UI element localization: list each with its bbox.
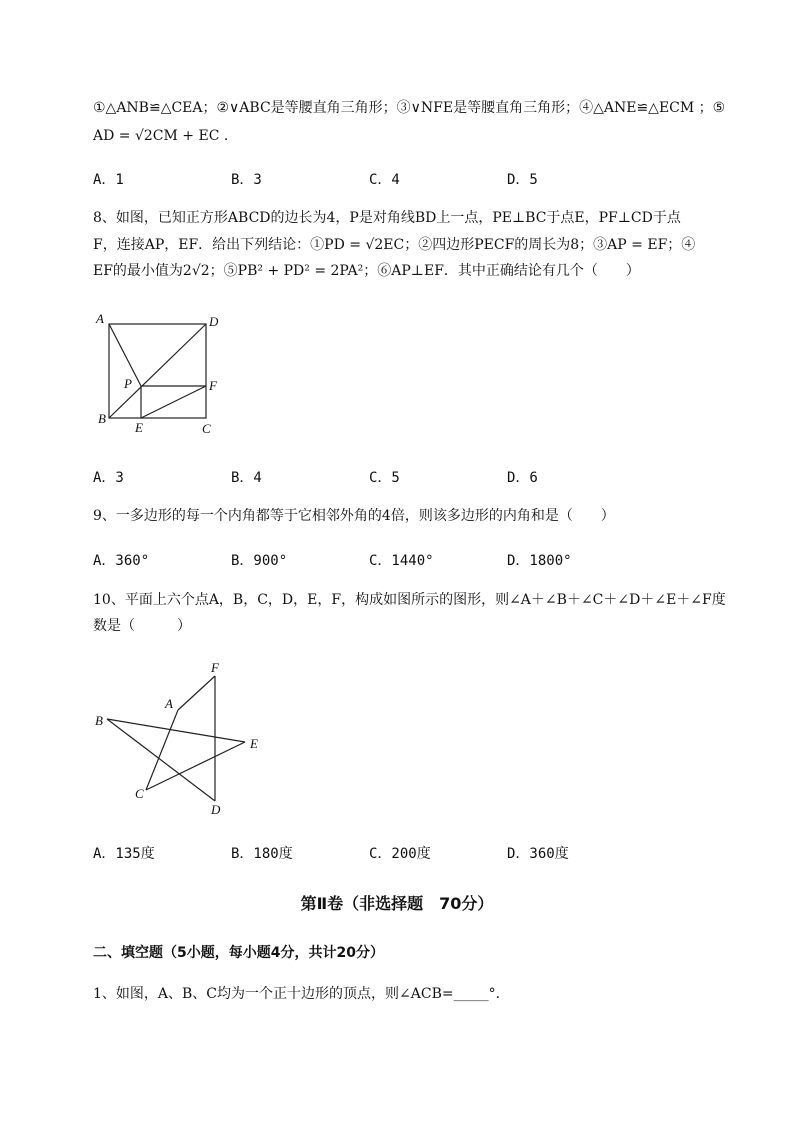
label-c: C (202, 421, 211, 436)
segment-ce (146, 742, 245, 790)
label-b: B (98, 411, 106, 426)
q8-option-c: C．5 (369, 470, 400, 486)
part2-q1: 1、如图，A、B、C均为一个正十边形的顶点，则∠ACB=_____°． (93, 986, 510, 1002)
label-a: A (165, 696, 173, 711)
segment-fa (178, 676, 215, 710)
segment-be (107, 719, 245, 742)
label-d: D (211, 802, 221, 817)
q10-option-a: A．135度 (93, 846, 155, 862)
label-f: F (209, 378, 217, 393)
q8-option-d: D．6 (507, 470, 538, 486)
q7-line-2: AD = √2CM + EC . (93, 128, 229, 144)
q10-line-2: 数是（ ） (93, 618, 191, 634)
q9-line-1: 9、一多边形的每一个内角都等于它相邻外角的4倍，则该多边形的内角和是（ ） (93, 508, 615, 524)
q8-line-2: F，连接AP，EF．给出下列结论：①PD = √2EC；②四边形PECF的周长为8；③AP = EF；④ (93, 237, 696, 253)
q8-line-1: 8、如图，已知正方形ABCD的边长为4，P是对角线BD上一点，PE⊥BC于点E，PF⊥CD于点 (93, 210, 681, 226)
q7-option-c: C．4 (369, 172, 400, 188)
label-e: E (135, 420, 143, 435)
segment-bd (107, 719, 215, 801)
q10-star-figure (90, 655, 275, 820)
q8-square-figure (90, 305, 230, 440)
q10-line-1: 10、平面上六个点A，B，C，D，E，F，构成如图所示的图形，则∠A＋∠B＋∠C＋∠D＋∠E＋∠F度 (93, 592, 726, 608)
q9-option-c: C．1440° (369, 553, 434, 569)
segment-ef (141, 386, 206, 418)
part2-section-heading: 二、填空题（5小题，每小题4分，共计20分） (93, 945, 384, 961)
q9-option-b: B．900° (231, 553, 288, 569)
label-a: A (96, 311, 104, 326)
q9-option-a: A．360° (93, 553, 150, 569)
label-e: E (250, 736, 258, 751)
q7-option-b: B．3 (231, 172, 262, 188)
q7-option-a: A．1 (93, 172, 124, 188)
q7-line-1: ①△ANB≌△CEA；②∨ABC是等腰直角三角形；③∨NFE是等腰直角三角形；④△ANE≌△ECM ；⑤ (93, 100, 726, 116)
q10-option-d: D．360度 (507, 846, 569, 862)
q8-line-3: EF的最小值为2√2；⑤PB² + PD² = 2PA²；⑥AP⊥EF．其中正确结论有几个（ ） (93, 263, 640, 279)
q8-option-a: A．3 (93, 470, 124, 486)
label-c: C (135, 786, 144, 801)
label-p: P (124, 376, 132, 391)
label-b: B (95, 713, 103, 728)
q8-option-b: B．4 (231, 470, 262, 486)
q7-option-d: D．5 (507, 172, 538, 188)
q10-option-b: B．180度 (231, 846, 293, 862)
diagonal-bd (109, 324, 206, 418)
label-d: D (209, 314, 219, 329)
label-f: F (211, 660, 219, 675)
segment-ac (146, 710, 178, 790)
q10-option-c: C．200度 (369, 846, 431, 862)
part2-title: 第Ⅱ卷（非选择题 70分） (300, 894, 494, 913)
q9-option-d: D．1800° (507, 553, 572, 569)
